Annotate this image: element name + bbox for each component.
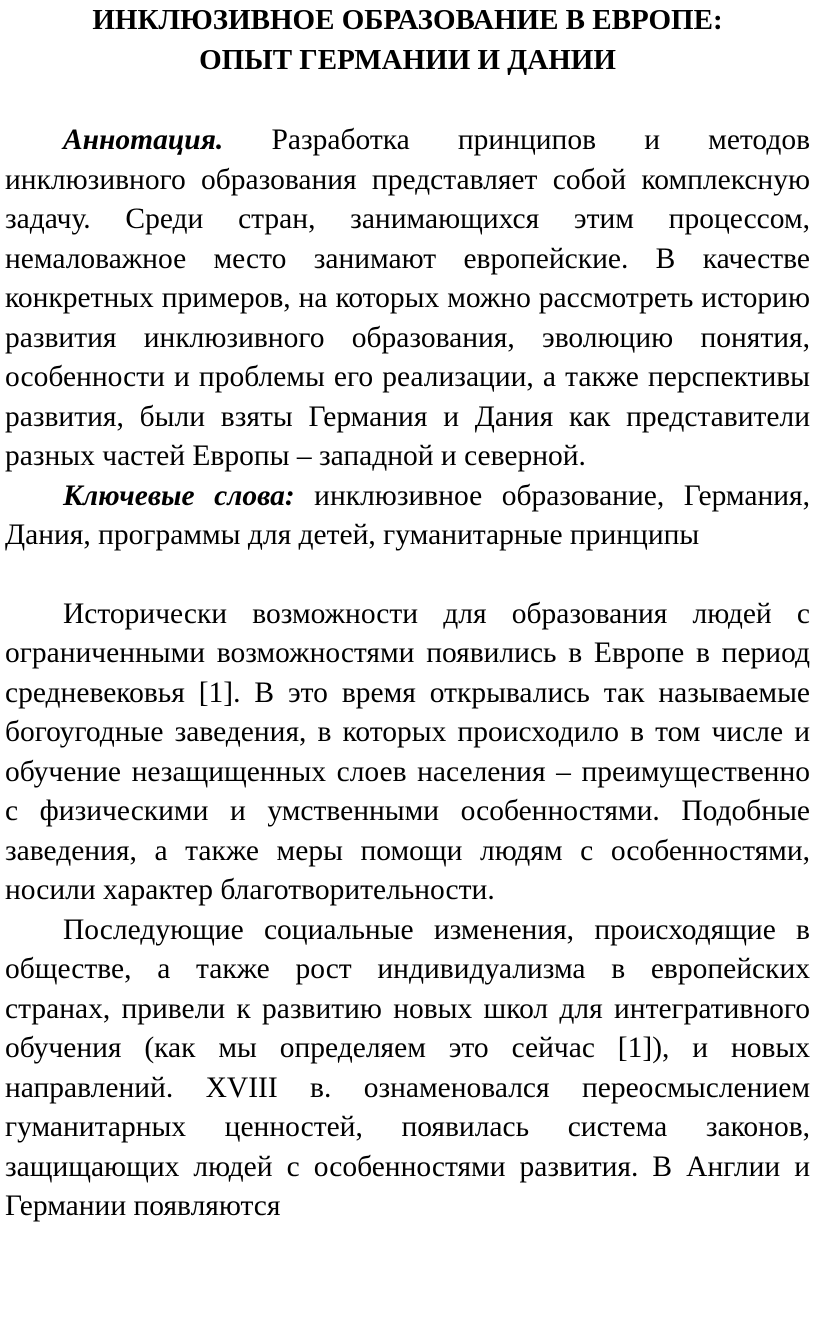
keywords-label: Ключевые слова: — [63, 479, 295, 512]
keywords-paragraph — [5, 477, 810, 556]
body-paragraph-2: Последующие социальные изменения, происходящие в обществе, а также рост индивидуализма в европейских странах, привели к развитию новых школ для интегративного обучения (как мы определяем это сейчас [1]), и новых направлений. XVIII в. ознаменовался переосмыслением гуманитарных ценностей, появилась система законов, защищающих людей с особенностями развития. В Англии и Германии появляются — [5, 913, 810, 1222]
annotation-label: Аннотация. — [63, 124, 224, 156]
annotation-text: Разработка принципов и методов инклюзивного образования представляет собой комплексную задачу. Среди стран, занимающихся этим процессом, немаловажное место занимают европейские. В качестве конкретных примеров, на которых можно рассмотреть историю развития инклюзивного образования, эволюцию понятия, особенности и проблемы его реализации, а также перспективы развития, были взяты Германия и Дания как представители разных частей Европы – западной и северной. — [5, 124, 811, 472]
title-line-2: ОПЫТ ГЕРМАНИИ И ДАНИИ — [199, 44, 616, 76]
title-line-1: ИНКЛЮЗИВНОЕ ОБРАЗОВАНИЕ В ЕВРОПЕ: — [92, 4, 723, 36]
body-paragraph-1: Исторически возможности для образования людей с ограниченными возможностями появились в Европе в период средневековья [1]. В это время открывались так называемые богоугодные заведения, в которых происходило в том числе и обучение незащищенных слоев населения – преимущественно с физическими и умственными особенностями. Подобные заведения, а также меры помощи людям с особенностями, носили характер благотворительности. — [5, 597, 810, 906]
annotation-paragraph — [5, 121, 810, 477]
keywords-text: инклюзивное образование, Германия, Дания, программы для детей, гуманитарные принципы — [5, 479, 810, 551]
document-title — [5, 0, 810, 80]
